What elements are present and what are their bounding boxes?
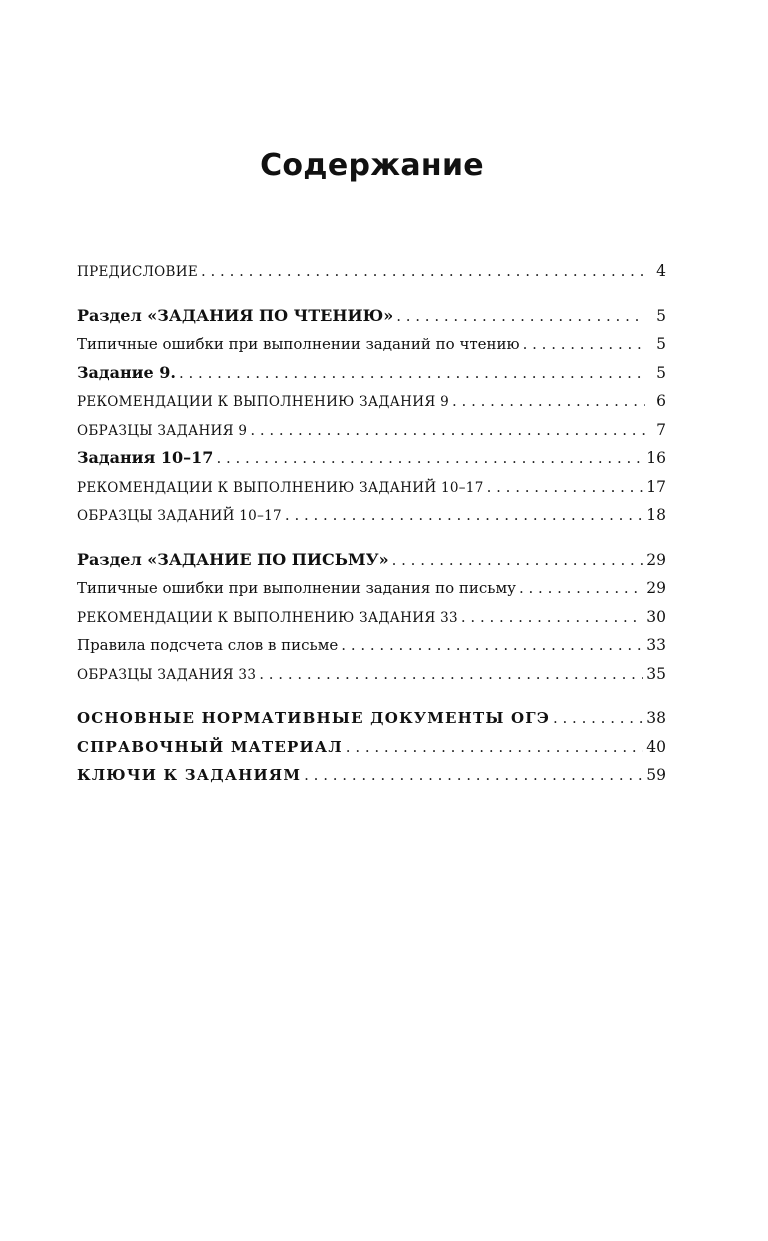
dot-leader — [285, 501, 643, 530]
toc-entry-page-number: 38 — [646, 709, 666, 727]
dot-leader — [341, 631, 643, 660]
dot-leader — [259, 660, 643, 689]
toc-entry[interactable] — [77, 733, 666, 762]
toc-entry[interactable] — [77, 444, 666, 473]
dot-leader — [523, 330, 645, 359]
toc-entry-page-number: 7 — [656, 420, 666, 439]
toc-entry-label: РЕКОМЕНДАЦИИ К ВЫПОЛНЕНИЮ ЗАДАНИЯ 9 — [77, 394, 450, 410]
page-title: Содержание — [260, 148, 484, 184]
toc-entry-label: Правила подсчета слов в письме — [77, 636, 339, 654]
toc-entry-page-number: 40 — [646, 737, 666, 756]
toc-entry-label: Типичные ошибки при выполнении задания по письму — [77, 579, 516, 597]
dot-leader — [461, 603, 643, 632]
toc-entry[interactable] — [77, 416, 666, 445]
toc-entry[interactable] — [77, 330, 666, 359]
dot-leader — [201, 257, 645, 286]
dot-leader — [304, 761, 643, 790]
dot-leader — [346, 733, 643, 762]
toc-entry[interactable] — [77, 761, 666, 790]
toc-entry-label: Задания 10–17 — [77, 448, 214, 467]
toc-entry-page-number: 35 — [646, 664, 666, 683]
toc-entry-page-number: 29 — [646, 550, 666, 569]
toc-entry[interactable] — [77, 546, 666, 575]
toc-entry-page-number: 5 — [656, 363, 666, 382]
toc-entry-page-number: 16 — [646, 449, 666, 467]
toc-entry[interactable] — [77, 574, 666, 603]
toc-entry-page-number: 33 — [646, 636, 666, 654]
toc-entry-label: Задание 9. — [77, 362, 176, 382]
toc-entry[interactable] — [77, 302, 666, 331]
toc-entry-page-number: 29 — [646, 579, 666, 597]
dot-leader — [519, 574, 643, 603]
toc-entry-label: Раздел «ЗАДАНИЯ ПО ЧТЕНИЮ» — [77, 305, 394, 325]
dot-leader — [392, 546, 644, 575]
toc-entry[interactable] — [77, 387, 666, 416]
toc-entry-page-number: 30 — [646, 607, 666, 626]
toc-entry-label: ОСНОВНЫЕ НОРМАТИВНЫЕ ДОКУМЕНТЫ ОГЭ — [77, 709, 550, 727]
dot-leader — [487, 473, 644, 502]
toc-entry-label: ОБРАЗЦЫ ЗАДАНИЯ 9 — [77, 422, 248, 439]
toc-entry-page-number: 59 — [646, 766, 666, 784]
toc-entry-label: СПРАВОЧНЫЙ МАТЕРИАЛ — [77, 737, 343, 756]
toc-entry-page-number: 5 — [656, 306, 666, 325]
toc-entry[interactable] — [77, 704, 666, 733]
toc-entry-label: ОБРАЗЦЫ ЗАДАНИЯ 33 — [77, 666, 257, 683]
toc-entry[interactable] — [77, 631, 666, 660]
toc-entry-page-number: 17 — [646, 477, 666, 496]
dot-leader — [452, 387, 645, 416]
toc-entry[interactable] — [77, 473, 666, 502]
toc-entry-page-number: 6 — [656, 392, 666, 410]
toc-entry[interactable] — [77, 501, 666, 530]
toc-entry-label: ОБРАЗЦЫ ЗАДАНИЙ 10–17 — [77, 508, 282, 524]
toc-entry-label: РЕКОМЕНДАЦИИ К ВЫПОЛНЕНИЮ ЗАДАНИЯ 33 — [77, 609, 458, 626]
dot-leader — [179, 359, 645, 388]
toc-entry[interactable] — [77, 257, 666, 286]
table-of-contents — [77, 257, 666, 790]
toc-entry[interactable] — [77, 359, 666, 388]
toc-entry-page-number: 5 — [656, 335, 666, 353]
dot-leader — [553, 704, 643, 733]
toc-entry-label: Типичные ошибки при выполнении заданий по чтению — [77, 335, 520, 353]
dot-leader — [216, 444, 643, 473]
dot-leader — [250, 416, 645, 445]
toc-entry[interactable] — [77, 603, 666, 632]
toc-entry-page-number: 18 — [646, 506, 666, 524]
toc-entry[interactable] — [77, 660, 666, 689]
toc-entry-label: Раздел «ЗАДАНИЕ ПО ПИСЬМУ» — [77, 549, 389, 569]
toc-entry-label: ПРЕДИСЛОВИЕ — [77, 264, 198, 280]
toc-entry-label: РЕКОМЕНДАЦИИ К ВЫПОЛНЕНИЮ ЗАДАНИЙ 10–17 — [77, 479, 484, 496]
dot-leader — [396, 302, 645, 331]
toc-entry-page-number: 4 — [656, 262, 666, 280]
toc-entry-label: КЛЮЧИ К ЗАДАНИЯМ — [77, 766, 302, 784]
